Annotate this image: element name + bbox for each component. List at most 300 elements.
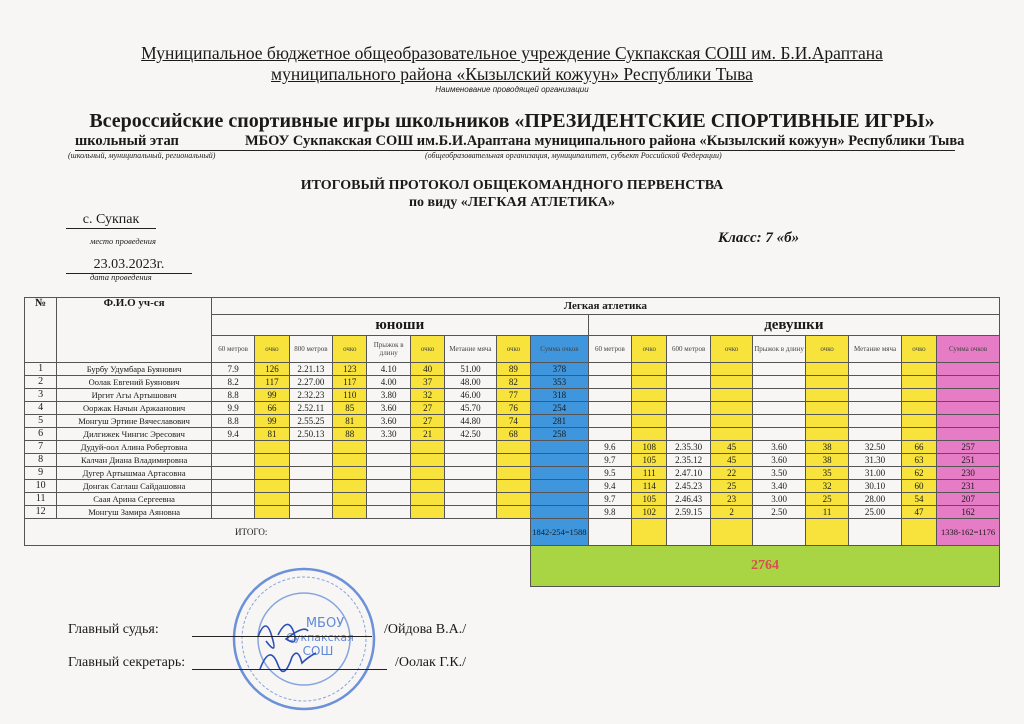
table-row xyxy=(25,389,1000,402)
stage-line xyxy=(75,133,965,151)
boys-result-cell: 51.00 xyxy=(445,363,497,376)
boys-result-cell xyxy=(289,493,332,506)
total-label: ИТОГО: xyxy=(25,519,531,546)
empty-cell xyxy=(753,519,806,546)
boys-result-cell xyxy=(367,493,410,506)
boys-result-cell xyxy=(333,454,367,467)
table-row xyxy=(25,376,1000,389)
boys-result-cell: 27 xyxy=(410,402,444,415)
girls-result-cell xyxy=(710,402,752,415)
boys-result-cell: 81 xyxy=(333,415,367,428)
girls-result-cell: 3.60 xyxy=(753,454,806,467)
svg-text:Сукпакская: Сукпакская xyxy=(286,631,354,644)
girls-result-cell: 251 xyxy=(937,454,1000,467)
boys-result-cell xyxy=(367,506,410,519)
student-name: Дугер Артышмаа Артасовна xyxy=(57,467,212,480)
girls-result-cell xyxy=(632,389,667,402)
organization-value: МБОУ Сукпакская СОШ им.Б.И.Араптана муниципального района «Кызылский кожуун» Республики Тыва xyxy=(245,133,965,149)
boys-result-cell xyxy=(410,493,444,506)
girls-result-cell: 3.60 xyxy=(753,441,806,454)
boys-result-cell: 318 xyxy=(531,389,589,402)
girls-result-cell xyxy=(805,389,848,402)
empty-cell xyxy=(710,519,752,546)
total-row xyxy=(25,519,1000,546)
girls-result-cell xyxy=(805,402,848,415)
girls-result-cell xyxy=(588,415,631,428)
student-name: Саая Арина Сергеевна xyxy=(57,493,212,506)
girls-result-cell xyxy=(937,376,1000,389)
girls-result-cell xyxy=(753,389,806,402)
boys-result-cell xyxy=(531,467,589,480)
girls-result-cell: 35 xyxy=(805,467,848,480)
boys-result-cell xyxy=(289,506,332,519)
girls-result-cell: 9.8 xyxy=(588,506,631,519)
girls-result-cell xyxy=(901,402,936,415)
boys-result-cell: 32 xyxy=(410,389,444,402)
boys-result-cell: 40 xyxy=(410,363,444,376)
boys-result-cell xyxy=(367,467,410,480)
boys-result-cell: 99 xyxy=(255,389,289,402)
girls-result-cell xyxy=(632,428,667,441)
table-row xyxy=(25,428,1000,441)
boys-result-cell: 353 xyxy=(531,376,589,389)
boys-result-cell xyxy=(410,506,444,519)
girls-result-cell xyxy=(588,428,631,441)
girls-result-cell xyxy=(710,389,752,402)
grand-total-row xyxy=(25,546,1000,587)
girls-result-cell xyxy=(588,376,631,389)
boys-result-cell xyxy=(445,506,497,519)
girls-result-cell xyxy=(753,376,806,389)
girls-result-cell xyxy=(849,389,902,402)
girls-result-cell: 230 xyxy=(937,467,1000,480)
boys-result-cell: 2.50.13 xyxy=(289,428,332,441)
school-stamp-icon xyxy=(230,565,378,713)
row-number: 8 xyxy=(25,454,57,467)
girls-event-header: очко xyxy=(710,336,752,363)
girls-result-cell xyxy=(849,415,902,428)
girls-result-cell xyxy=(710,415,752,428)
girls-result-cell: 9.7 xyxy=(588,454,631,467)
girls-result-cell: 162 xyxy=(937,506,1000,519)
girls-result-cell xyxy=(937,428,1000,441)
student-name: Иргит Агы Артышович xyxy=(57,389,212,402)
boys-result-cell xyxy=(496,441,530,454)
girls-event-header: 60 метров xyxy=(588,336,631,363)
boys-result-cell: 82 xyxy=(496,376,530,389)
student-name: Донгак Саглаш Сайдашовна xyxy=(57,480,212,493)
boys-result-cell xyxy=(211,506,254,519)
boys-result-cell xyxy=(333,441,367,454)
girls-result-cell: 2.35.12 xyxy=(667,454,710,467)
boys-result-cell xyxy=(531,493,589,506)
empty-cell xyxy=(588,519,631,546)
boys-result-cell xyxy=(445,454,497,467)
empty-cell xyxy=(849,519,902,546)
boys-result-cell: 77 xyxy=(496,389,530,402)
girls-result-cell xyxy=(632,363,667,376)
organization-line-1: Муниципальное бюджетное общеобразовательное учреждение Сукпакская СОШ им. Б.И.Араптана xyxy=(141,43,883,63)
row-number: 7 xyxy=(25,441,57,454)
boys-result-cell: 3.60 xyxy=(367,402,410,415)
girls-result-cell xyxy=(901,415,936,428)
girls-event-header: 600 метров xyxy=(667,336,710,363)
boys-result-cell xyxy=(255,441,289,454)
girls-result-cell: 257 xyxy=(937,441,1000,454)
row-number: 6 xyxy=(25,428,57,441)
girls-result-cell xyxy=(753,415,806,428)
girls-result-cell: 102 xyxy=(632,506,667,519)
girls-result-cell: 2.46.43 xyxy=(667,493,710,506)
boys-result-cell xyxy=(255,493,289,506)
boys-result-cell xyxy=(255,506,289,519)
boys-result-cell xyxy=(211,480,254,493)
boys-event-header: очко xyxy=(496,336,530,363)
boys-result-cell: 4.10 xyxy=(367,363,410,376)
boys-result-cell: 76 xyxy=(496,402,530,415)
table-row xyxy=(25,441,1000,454)
boys-result-cell: 48.00 xyxy=(445,376,497,389)
girls-result-cell: 54 xyxy=(901,493,936,506)
girls-result-cell: 45 xyxy=(710,454,752,467)
girls-result-cell: 32 xyxy=(805,480,848,493)
boys-event-header: очко xyxy=(410,336,444,363)
girls-result-cell: 9.5 xyxy=(588,467,631,480)
boys-result-cell xyxy=(289,467,332,480)
stage-caption: (школьный, муниципальный, региональный) xyxy=(68,151,216,160)
boys-event-header: Сумма очков xyxy=(531,336,589,363)
boys-result-cell xyxy=(289,480,332,493)
girls-result-cell xyxy=(849,363,902,376)
girls-result-cell xyxy=(901,376,936,389)
girls-result-cell xyxy=(667,363,710,376)
empty-cell xyxy=(805,519,848,546)
boys-total: 1842-254=1588 xyxy=(531,519,589,546)
boys-result-cell: 89 xyxy=(496,363,530,376)
girls-result-cell xyxy=(901,428,936,441)
empty-cell xyxy=(632,519,667,546)
girls-result-cell xyxy=(849,402,902,415)
girls-result-cell xyxy=(667,428,710,441)
girls-result-cell xyxy=(849,428,902,441)
empty-cell xyxy=(667,519,710,546)
girls-result-cell xyxy=(805,363,848,376)
girls-result-cell: 63 xyxy=(901,454,936,467)
row-number: 2 xyxy=(25,376,57,389)
girls-result-cell: 9.7 xyxy=(588,493,631,506)
boys-result-cell: 254 xyxy=(531,402,589,415)
girls-result-cell: 60 xyxy=(901,480,936,493)
boys-result-cell xyxy=(531,454,589,467)
boys-result-cell xyxy=(333,480,367,493)
boys-result-cell: 8.8 xyxy=(211,389,254,402)
girls-result-cell: 9.4 xyxy=(588,480,631,493)
boys-result-cell: 2.21.13 xyxy=(289,363,332,376)
boys-result-cell: 27 xyxy=(410,415,444,428)
boys-result-cell: 21 xyxy=(410,428,444,441)
girls-result-cell: 3.00 xyxy=(753,493,806,506)
row-number: 9 xyxy=(25,467,57,480)
boys-result-cell: 68 xyxy=(496,428,530,441)
girls-result-cell: 31.00 xyxy=(849,467,902,480)
row-number: 11 xyxy=(25,493,57,506)
boys-result-cell xyxy=(496,493,530,506)
boys-result-cell xyxy=(496,480,530,493)
student-name: Оолак Евгений Буянович xyxy=(57,376,212,389)
boys-result-cell: 85 xyxy=(333,402,367,415)
student-name: Ооржак Начын Аржаанович xyxy=(57,402,212,415)
row-number: 5 xyxy=(25,415,57,428)
girls-event-header: очко xyxy=(632,336,667,363)
boys-event-header: 60 метров xyxy=(211,336,254,363)
boys-result-cell: 88 xyxy=(333,428,367,441)
row-number: 4 xyxy=(25,402,57,415)
boys-result-cell: 2.27.00 xyxy=(289,376,332,389)
boys-result-cell: 2.32.23 xyxy=(289,389,332,402)
row-number: 3 xyxy=(25,389,57,402)
grand-total: 2764 xyxy=(531,546,1000,587)
girls-result-cell: 105 xyxy=(632,454,667,467)
girls-result-cell: 2.50 xyxy=(753,506,806,519)
boys-result-cell: 126 xyxy=(255,363,289,376)
girls-result-cell: 25 xyxy=(710,480,752,493)
boys-result-cell xyxy=(211,493,254,506)
girls-result-cell xyxy=(667,389,710,402)
boys-result-cell xyxy=(445,441,497,454)
girls-result-cell: 22 xyxy=(710,467,752,480)
girls-event-header: очко xyxy=(901,336,936,363)
boys-result-cell: 66 xyxy=(255,402,289,415)
girls-result-cell xyxy=(805,428,848,441)
table-row xyxy=(25,467,1000,480)
student-name: Бурбу Удумбара Буянович xyxy=(57,363,212,376)
girls-result-cell xyxy=(805,415,848,428)
boys-event-header: 800 метров xyxy=(289,336,332,363)
girls-result-cell: 66 xyxy=(901,441,936,454)
boys-result-cell xyxy=(255,480,289,493)
girls-result-cell: 2 xyxy=(710,506,752,519)
boys-result-cell xyxy=(531,506,589,519)
boys-event-header: Прыжок в длину xyxy=(367,336,410,363)
judge-name: /Ойдова В.А./ xyxy=(384,622,467,637)
secretary-name: /Оолак Г.К./ xyxy=(395,655,467,670)
girls-result-cell: 105 xyxy=(632,493,667,506)
svg-text:МБОУ: МБОУ xyxy=(305,616,345,631)
boys-result-cell: 117 xyxy=(255,376,289,389)
girls-event-header: Метание мяча xyxy=(849,336,902,363)
boys-result-cell: 3.80 xyxy=(367,389,410,402)
girls-result-cell: 207 xyxy=(937,493,1000,506)
girls-result-cell xyxy=(710,363,752,376)
boys-result-cell xyxy=(333,506,367,519)
student-name: Дудуй-оол Алина Робертовна xyxy=(57,441,212,454)
boys-result-cell: 99 xyxy=(255,415,289,428)
col-name-header: Ф.И.О уч-ся xyxy=(57,298,212,363)
girls-result-cell xyxy=(937,363,1000,376)
col-num-header: № xyxy=(25,298,57,363)
girls-result-cell: 2.47.10 xyxy=(667,467,710,480)
girls-result-cell: 9.6 xyxy=(588,441,631,454)
girls-result-cell xyxy=(901,389,936,402)
student-name: Дилгижек Чингис Эресович xyxy=(57,428,212,441)
boys-header: юноши xyxy=(211,315,588,336)
girls-result-cell xyxy=(588,389,631,402)
boys-result-cell xyxy=(531,480,589,493)
boys-result-cell xyxy=(496,454,530,467)
table-row xyxy=(25,454,1000,467)
boys-result-cell xyxy=(496,467,530,480)
boys-result-cell: 9.4 xyxy=(211,428,254,441)
date-value: 23.03.2023г. xyxy=(66,257,192,274)
boys-result-cell xyxy=(211,441,254,454)
girls-header: девушки xyxy=(588,315,999,336)
boys-result-cell: 45.70 xyxy=(445,402,497,415)
stage-value: школьный этап xyxy=(75,133,179,149)
boys-result-cell: 2.52.11 xyxy=(289,402,332,415)
boys-result-cell: 117 xyxy=(333,376,367,389)
table-row xyxy=(25,363,1000,376)
table-row xyxy=(25,402,1000,415)
girls-result-cell: 47 xyxy=(901,506,936,519)
boys-result-cell xyxy=(333,493,367,506)
girls-result-cell xyxy=(667,402,710,415)
boys-result-cell xyxy=(410,467,444,480)
girls-result-cell: 108 xyxy=(632,441,667,454)
boys-result-cell xyxy=(255,467,289,480)
girls-result-cell xyxy=(710,376,752,389)
place-value: с. Сукпак xyxy=(66,212,156,229)
boys-result-cell xyxy=(255,454,289,467)
girls-event-header: очко xyxy=(805,336,848,363)
girls-result-cell: 30.10 xyxy=(849,480,902,493)
boys-result-cell: 74 xyxy=(496,415,530,428)
boys-result-cell: 37 xyxy=(410,376,444,389)
protocol-subtitle: по виду «ЛЕГКАЯ АТЛЕТИКА» xyxy=(408,195,616,210)
secretary-label: Главный секретарь: xyxy=(68,655,186,670)
judge-label: Главный судья: xyxy=(68,622,159,637)
boys-result-cell: 4.00 xyxy=(367,376,410,389)
class-label: Класс: 7 «б» xyxy=(718,230,800,246)
girls-result-cell: 3.50 xyxy=(753,467,806,480)
girls-result-cell xyxy=(667,415,710,428)
girls-result-cell: 25.00 xyxy=(849,506,902,519)
girls-result-cell: 2.45.23 xyxy=(667,480,710,493)
girls-result-cell: 231 xyxy=(937,480,1000,493)
boys-event-header: очко xyxy=(333,336,367,363)
girls-result-cell xyxy=(901,363,936,376)
girls-result-cell: 32.50 xyxy=(849,441,902,454)
girls-result-cell xyxy=(632,376,667,389)
girls-event-header: Прыжок в длину xyxy=(753,336,806,363)
boys-result-cell: 8.2 xyxy=(211,376,254,389)
girls-result-cell xyxy=(710,428,752,441)
boys-result-cell: 3.30 xyxy=(367,428,410,441)
student-name: Монгуш Замира Аяновна xyxy=(57,506,212,519)
girls-result-cell xyxy=(805,376,848,389)
svg-text:СОШ: СОШ xyxy=(302,644,334,658)
girls-result-cell: 2.35.30 xyxy=(667,441,710,454)
boys-result-cell xyxy=(445,467,497,480)
protocol-title: ИТОГОВЫЙ ПРОТОКОЛ ОБЩЕКОМАНДНОГО ПЕРВЕНСТВА xyxy=(300,178,724,193)
boys-result-cell xyxy=(445,493,497,506)
boys-result-cell: 123 xyxy=(333,363,367,376)
boys-result-cell: 258 xyxy=(531,428,589,441)
boys-event-header: очко xyxy=(255,336,289,363)
table-row xyxy=(25,493,1000,506)
girls-result-cell: 11 xyxy=(805,506,848,519)
organization-caption-2: (общеобразовательная организация, муниципалитет, субъект Российской Федерации) xyxy=(425,151,722,160)
girls-result-cell: 23 xyxy=(710,493,752,506)
boys-result-cell: 7.9 xyxy=(211,363,254,376)
boys-result-cell xyxy=(410,441,444,454)
girls-result-cell: 2.59.15 xyxy=(667,506,710,519)
boys-result-cell xyxy=(496,506,530,519)
judge-signature-line xyxy=(192,636,372,637)
boys-result-cell: 281 xyxy=(531,415,589,428)
date-caption: дата проведения xyxy=(90,272,152,282)
row-number: 1 xyxy=(25,363,57,376)
girls-result-cell: 25 xyxy=(805,493,848,506)
boys-event-header: Метание мяча xyxy=(445,336,497,363)
student-name: Калчан Диана Владимировна xyxy=(57,454,212,467)
girls-result-cell xyxy=(937,402,1000,415)
girls-result-cell: 31.30 xyxy=(849,454,902,467)
girls-result-cell xyxy=(753,363,806,376)
boys-result-cell xyxy=(410,454,444,467)
boys-result-cell xyxy=(211,454,254,467)
boys-result-cell: 3.60 xyxy=(367,415,410,428)
girls-result-cell xyxy=(753,402,806,415)
girls-result-cell xyxy=(588,402,631,415)
girls-result-cell: 38 xyxy=(805,454,848,467)
sport-header: Легкая атлетика xyxy=(211,298,999,315)
girls-result-cell: 62 xyxy=(901,467,936,480)
girls-result-cell xyxy=(937,415,1000,428)
place-caption: место проведения xyxy=(90,236,156,246)
boys-result-cell: 110 xyxy=(333,389,367,402)
girls-result-cell: 28.00 xyxy=(849,493,902,506)
boys-result-cell xyxy=(445,480,497,493)
girls-result-cell xyxy=(849,376,902,389)
boys-result-cell: 42.50 xyxy=(445,428,497,441)
girls-result-cell xyxy=(632,402,667,415)
boys-result-cell xyxy=(410,480,444,493)
boys-result-cell: 8.8 xyxy=(211,415,254,428)
girls-result-cell xyxy=(753,428,806,441)
girls-result-cell: 111 xyxy=(632,467,667,480)
girls-result-cell xyxy=(632,415,667,428)
secretary-signature-line xyxy=(192,669,387,670)
student-name: Монгуш Эртине Вячеславович xyxy=(57,415,212,428)
girls-result-cell: 45 xyxy=(710,441,752,454)
girls-result-cell xyxy=(588,363,631,376)
boys-result-cell: 378 xyxy=(531,363,589,376)
boys-result-cell xyxy=(289,441,332,454)
girls-result-cell xyxy=(667,376,710,389)
table-row xyxy=(25,415,1000,428)
boys-result-cell xyxy=(367,480,410,493)
boys-result-cell: 9.9 xyxy=(211,402,254,415)
row-number: 10 xyxy=(25,480,57,493)
boys-result-cell xyxy=(367,441,410,454)
row-number: 12 xyxy=(25,506,57,519)
table-row xyxy=(25,506,1000,519)
girls-event-header: Сумма очков xyxy=(937,336,1000,363)
boys-result-cell: 81 xyxy=(255,428,289,441)
boys-result-cell: 2.55.25 xyxy=(289,415,332,428)
table-row xyxy=(25,480,1000,493)
header-row-sport xyxy=(25,298,1000,315)
